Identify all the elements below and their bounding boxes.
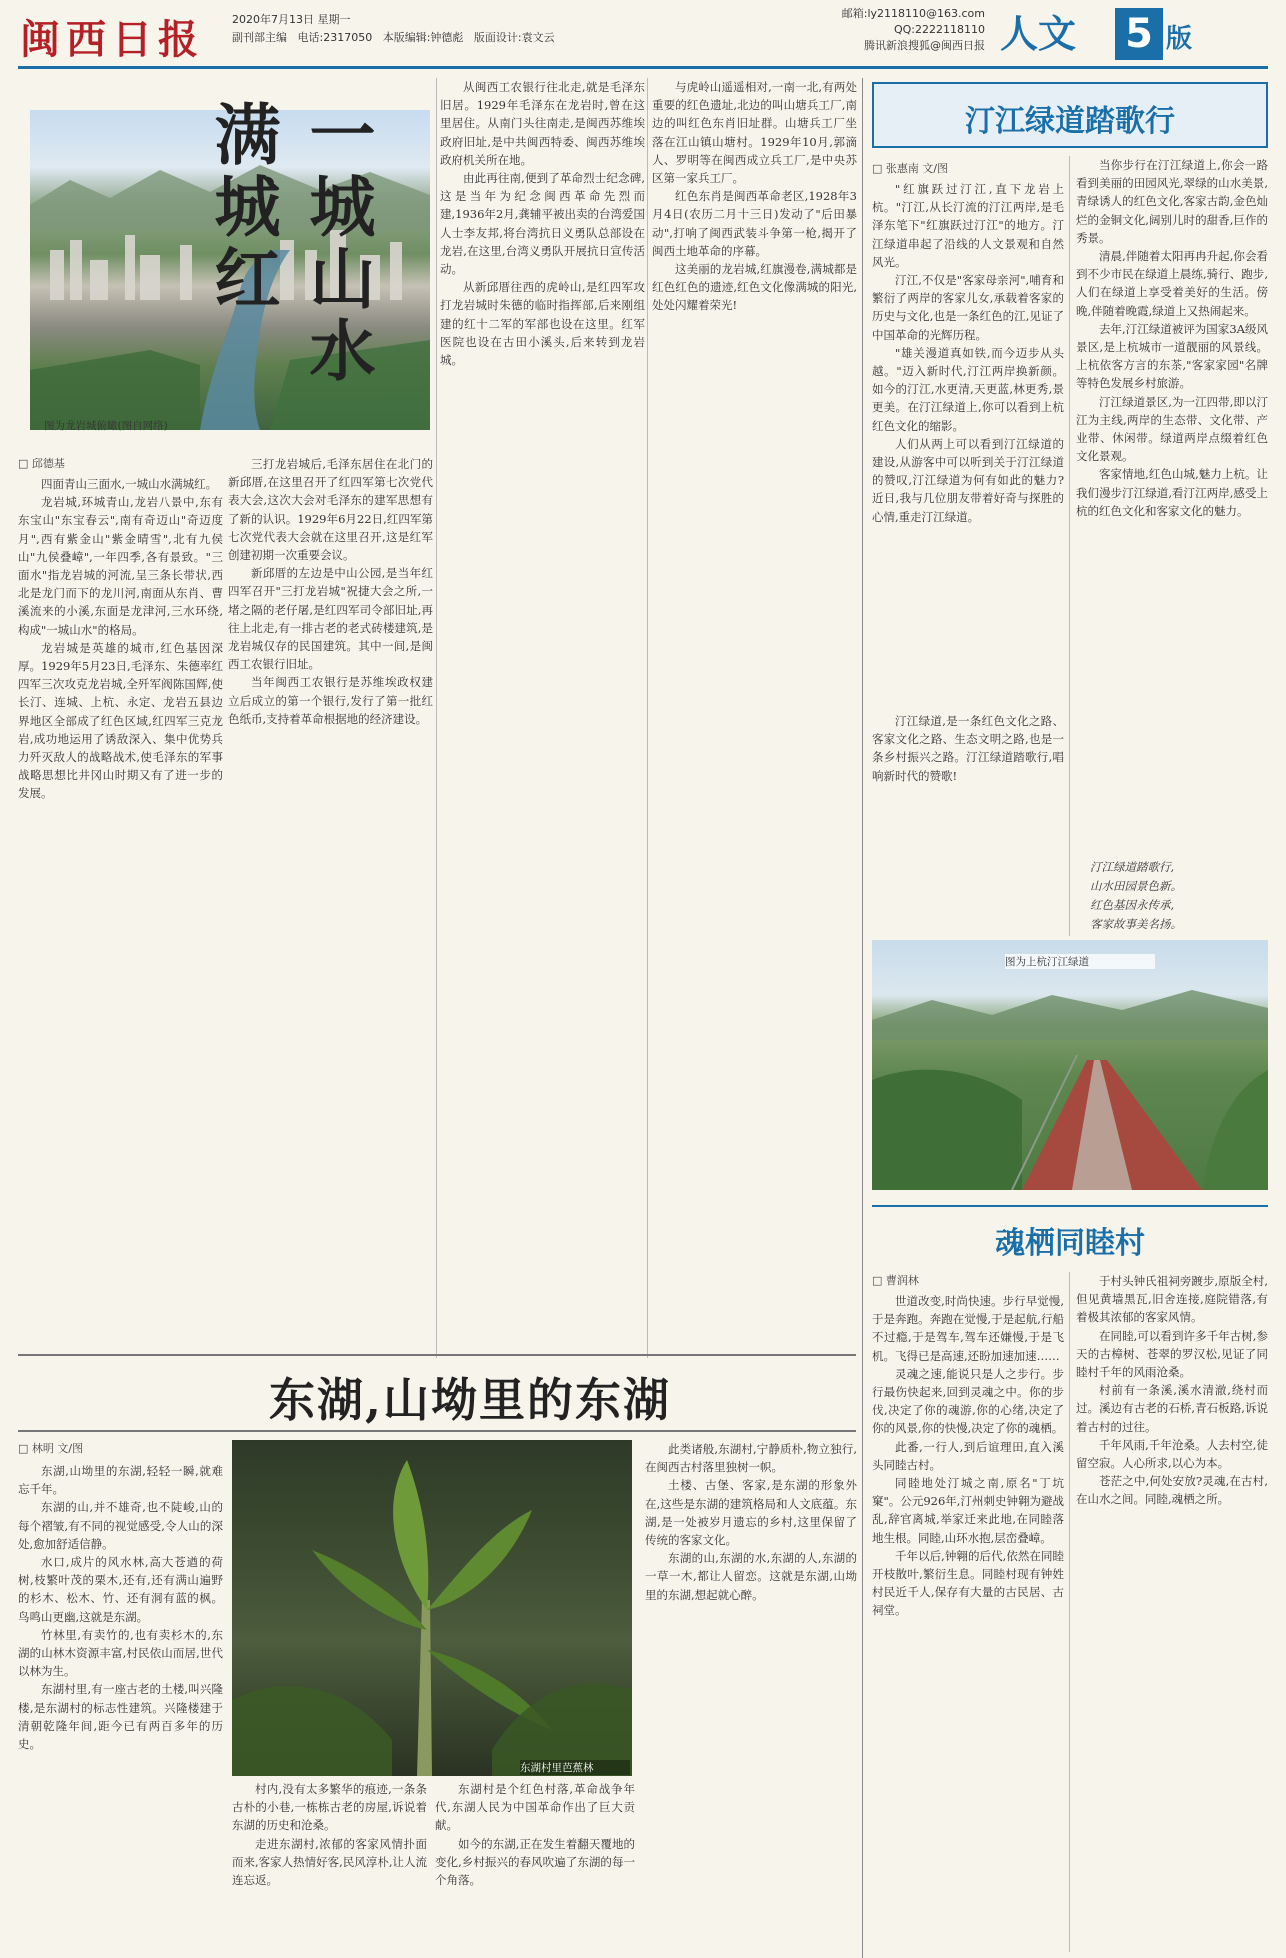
article2-title: 东湖,山坳里的东湖 <box>268 1373 671 1427</box>
article3-para: 客家情地,红色山城,魅力上杭。让我们漫步汀江绿道,看汀江两岸,感受上杭的红色文化和客家文化的魅力。 <box>1076 467 1268 518</box>
article4-para: 苍茫之中,何处安放?灵魂,在古村,在山水之间。同睦,魂栖之所。 <box>1076 1474 1268 1507</box>
page-suffix: 版 <box>1166 24 1193 54</box>
article3-col1b <box>872 712 1064 917</box>
masthead-info-line1 <box>232 12 752 28</box>
article2-para: 东湖,山坳里的东湖,轻轻一瞬,就难忘千年。 <box>18 1464 223 1497</box>
banana-plant-illustration <box>232 1440 632 1776</box>
banana-grove-photo <box>232 1440 632 1776</box>
masthead-rule <box>18 66 1268 69</box>
article3-title: 汀江绿道踏歌行 <box>965 104 1175 139</box>
poem-line: 客家故事美名扬。 <box>1090 917 1182 931</box>
photo-caption-greenway: 图为上杭汀江绿道 <box>1005 954 1155 969</box>
section-name: 人文 <box>1000 11 1077 56</box>
masthead-info-line2 <box>232 30 772 46</box>
article2-para: 走进东湖村,浓郁的客家风情扑面而来,客家人热情好客,民风淳朴,让人流连忘返。 <box>232 1836 427 1888</box>
page-designer: 版面设计:袁文云 <box>473 31 555 44</box>
article2-para: 东湖村里,有一座古老的土楼,叫兴隆楼,是东湖村的标志性建筑。兴隆楼建于清朝乾隆年间,距今已有两百多年的历史。 <box>18 1682 223 1752</box>
article4-title: 魂栖同睦村 <box>995 1226 1145 1261</box>
article3-para: 当你步行在汀江绿道上,你会一路看到美丽的田园风光,翠绿的山水美景,青绿诱人的红色文化,客家古韵,金色灿烂的金铜文化,阔别儿时的甜香,巨作的秀景。 <box>1076 158 1268 245</box>
article1-para: 三打龙岩城后,毛泽东居住在北门的新邱厝,在这里召开了红四军第七次党代表大会,这次大会对毛泽东的建军思想有了新的认识。1929年6月22日,红四军第七次党代表大会就在这里召开,这是红军创建初期一次重要会议。 <box>228 457 433 563</box>
article1-para: 新邱厝的左边是中山公园,是当年红四军召开"三打龙岩城"祝捷大会之所,一堵之隔的老仔屠,是红四军司令部旧址,再往上北走,有一排古老的老式砖楼建筑,是龙岩城仅存的民国建筑。其中一间,是闽西工农银行旧址。 <box>228 566 433 672</box>
article1-para: 与虎岭山遥遥相对,一南一北,有两处重要的红色遗址,北边的叫山塘兵工厂,南边的叫红色东肖旧址群。山塘兵工厂坐落在江山镇山塘村。1929年10月,郭滴人、罗明等在闽西成立兵工厂,是中央苏区第一家兵工厂。 <box>652 80 857 186</box>
article2-col2 <box>232 1780 427 1952</box>
article2-para: 竹林里,有卖竹的,也有卖杉木的,东湖的山林木资源丰富,村民依山而居,世代以林为生。 <box>18 1627 223 1679</box>
article4-para: 同睦地处汀城之南,原名"丁坑窠"。公元926年,汀州刺史钟翱为避战乱,辞官离城,举家迁来此地,在同睦落地生根。同睦,山环水抱,层峦叠嶂。 <box>872 1476 1064 1545</box>
article2-col1 <box>18 1462 223 1952</box>
article1-para: 龙岩城,环城青山,龙岩八景中,东有东宝山"东宝春云",南有奇迈山"奇迈度月",西有紫金山"紫金晴雪",北有九侯山"九侯叠嶂",一年四季,各有景致。"三面水"指龙岩城的河流,呈三条长带状,西北是龙门而下的龙川河,南面从东肖、曹溪流来的小溪,东面是龙津河,三水环绕,构成"一城山水"的格局。 <box>18 495 223 637</box>
article3-para: "雄关漫道真如铁,而今迈步从头越。"迈入新时代,汀江两岸换新颜。如今的汀江,水更清,天更蓝,林更秀,景更美。在汀江绿道上,你可以看到上杭红色文化的缩影。 <box>872 345 1064 433</box>
article4-para: 于村头钟氏祖祠旁踱步,原版全村,但见黄墙黑瓦,旧舍连接,庭院错落,有着极其浓郁的客家风情。 <box>1076 1274 1268 1325</box>
byline-box-icon: □ <box>18 1442 32 1455</box>
editor-dept: 副刊部主编 <box>232 31 287 44</box>
column-divider <box>1069 1272 1070 1952</box>
article2-col3 <box>435 1780 635 1952</box>
article2-para: 东湖村是个红色村落,革命战争年代,东湖人民为中国革命作出了巨大贡献。 <box>435 1782 635 1833</box>
column-divider <box>436 78 437 1358</box>
poem-line: 汀江绿道踏歌行, <box>1090 860 1175 874</box>
article3-para: 汀江,不仅是"客家母亲河",哺育和繁衍了两岸的客家儿女,承载着客家的历史与文化,也是一条红色的江,见证了中国革命的光辉历程。 <box>872 273 1064 342</box>
column-divider <box>862 78 863 1958</box>
article2-byline: □ 林明 文/图 <box>18 1442 84 1455</box>
article1-para: 当年闽西工农银行是苏维埃政权建立后成立的第一个银行,发行了第一批红色纸币,支持着革命根据地的经济建设。 <box>228 675 433 726</box>
article1-col4 <box>652 78 857 1333</box>
greenway-illustration <box>872 940 1268 1190</box>
column-divider <box>647 78 648 1358</box>
greenway-photo <box>872 940 1268 1190</box>
article3-para: 人们从两上可以看到汀江绿道的建设,从游客中可以听到关于汀江绿道的赞叹,汀江绿道为何有如此的魅力?近日,我与几位朋友带着好奇与探胜的心情,重走汀江绿道。 <box>872 436 1064 524</box>
article3-byline: □ 张惠南 文/图 <box>872 162 949 175</box>
poem-line: 红色基因永传承, <box>1090 898 1175 912</box>
article4-para: 在同睦,可以看到许多千年古树,参天的古樟树、苍翠的罗汉松,见证了同睦村千年的风雨沧桑。 <box>1076 1328 1268 1380</box>
article1-col2 <box>228 455 433 1335</box>
article1-col3 <box>440 78 645 1333</box>
article2-para: 土楼、古堡、客家,是东湖的形象外在,这些是东湖的建筑格局和人文底蕴。东湖,是一处被岁月遗忘的乡村,这里保留了传统的客家文化。 <box>645 1478 857 1548</box>
article2-para: 水口,成片的风水林,高大苍遒的荷树,枝繁叶茂的栗木,还有,还有满山遍野的杉木、松木、竹、还有洞有蓝的枫。鸟鸣山更幽,这就是东湖。 <box>18 1555 223 1624</box>
page-number: 5 <box>1115 8 1163 60</box>
column-divider <box>1069 156 1070 936</box>
byline-box-icon: □ <box>872 162 886 175</box>
newspaper-logo: 闽西日报 <box>20 16 204 63</box>
article1-col1 <box>18 475 223 1335</box>
article4-para: 此番,一行人,到后谊理田,直入溪头同睦古村。 <box>872 1439 1064 1472</box>
contact-qq: QQ:2222118110 <box>893 23 985 36</box>
editor-phone: 电话:2317050 <box>297 31 373 44</box>
article1-para: 这美丽的龙岩城,红旗漫卷,满城都是红色红色的遗迹,红色文化像满城的阳光,处处闪耀着荣光! <box>652 262 857 313</box>
article3-para: 汀江绿道,是一条红色文化之路、客家文化之路、生态文明之路,也是一条乡村振兴之路。汀江绿道踏歌行,唱响新时代的赞歌! <box>872 714 1064 783</box>
article4-byline: □ 曹润林 <box>872 1274 919 1287</box>
article3-para: 清晨,伴随着太阳再冉升起,你会看到不少市民在绿道上晨练,骑行、跑步,人们在绿道上享受着美好的生活。傍晚,伴随着晚霞,绿道上又热闹起来。 <box>1076 249 1268 318</box>
article2-para: 如今的东湖,正在发生着翻天覆地的变化,乡村振兴的春风吹遍了东湖的每一个角落。 <box>435 1836 635 1888</box>
photo-caption-banana: 东湖村里芭蕉林 <box>520 1760 630 1775</box>
article3-col2 <box>1076 156 1268 856</box>
article1-para: 龙岩城是英雄的城市,红色基因深厚。1929年5月23日,毛泽东、朱德率红四军三次攻克龙岩城,全歼军阀陈国辉,使长汀、连城、上杭、永定、龙岩五县边界地区全部成了红色区域,红四军三克龙岩,成功地运用了诱敌深入、集中优势兵力歼灭敌人的战略战术,使毛泽东的军事战略思想比井冈山时期又有了进一步的发展。 <box>18 640 223 801</box>
contact-weibo: 腾讯新浪搜狐@闽西日报 <box>864 39 985 52</box>
article1-para: 从新邱厝往西的虎岭山,是红四军攻打龙岩城时朱德的临时指挥部,后来刚组建的红十二军的军部也设在这里。红军医院也设在古田小溪头,后来转到龙岩城。 <box>440 280 645 368</box>
article2-col4 <box>645 1440 857 1952</box>
page-editor: 本版编辑:钟德彪 <box>382 31 464 44</box>
article4-para: 世道改变,时尚快速。步行早觉慢,于是奔跑。奔跑在觉慢,于是起航,行船不过瘾,于是驾车,驾车还嫌慢,于是飞机。飞得已是高速,还盼加速加速…… <box>872 1294 1064 1363</box>
article3-para: 去年,汀江绿道被评为国家3A级风景区,是上杭城市一道靓丽的风景线。上杭依客方言的东茶,"客家家园"名牌等特色发展乡村旅游。 <box>1076 321 1268 391</box>
article1-title: 一城山水满城红 <box>203 100 376 388</box>
article1-byline: □ 邱德基 <box>18 457 65 470</box>
article1-para: 从闽西工农银行往北走,就是毛泽东旧居。1929年毛泽东在龙岩时,曾在这里居住。从南门头往南走,是闽西苏维埃政府旧址,是中共闽西特委、闽西苏维埃政府机关所在地。 <box>440 80 645 167</box>
article4-para: 村前有一条溪,溪水清澈,绕村而过。溪边有古老的石桥,青石板路,诉说着古村的过往。 <box>1076 1383 1268 1434</box>
byline-box-icon: □ <box>872 1274 886 1287</box>
article3-para: "红旗跃过汀江,直下龙岩上杭。"汀江,从长汀流的汀江两岸,是毛泽东笔下"红旗跃过汀江"的地方。汀江绿道串起了沿线的人文景观和自然风光。 <box>872 182 1064 269</box>
article4-heading-rule <box>872 1205 1268 1207</box>
poem-line: 山水田园景色新。 <box>1090 879 1182 893</box>
article1-para: 由此再往南,便到了革命烈士纪念碑,这是当年为纪念闽西革命先烈而建,1936年2月,龚辅平被出卖的台湾爱国人士李友邦,将台湾抗日义勇队总部设在龙岩,在这里,台湾义勇队开展抗日宣传活动。 <box>440 171 645 277</box>
article4-para: 千年以后,钟翱的后代,依然在同睦开枝散叶,繁衍生息。同睦村现有钟姓村民近千人,保存有大量的古民居、古祠堂。 <box>872 1548 1064 1618</box>
article4-para: 千年风雨,千年沧桑。人去村空,徒留空寂。人心所求,以心为本。 <box>1076 1437 1268 1471</box>
article4-col1 <box>872 1292 1064 1952</box>
article2-para: 东湖的山,东湖的水,东湖的人,东湖的一草一木,都让人留恋。这就是东湖,山坳里的东湖,想起就心醉。 <box>645 1551 857 1602</box>
article2-para: 东湖的山,并不雄奇,也不陡峻,山的每个褶皱,有不同的视觉感受,令人山的深处,愈加舒适信静。 <box>18 1500 223 1551</box>
article4-col2 <box>1076 1272 1268 1952</box>
article1-para: 红色东肖是闽西革命老区,1928年3月4日(农历二月十三日)发动了"后田暴动",打响了闽西武装斗争第一枪,揭开了闽西土地革命的序幕。 <box>652 189 857 258</box>
article1-para: 四面青山三面水,一城山水满城红。 <box>41 477 218 491</box>
article3-poem <box>1090 858 1260 938</box>
article3-para: 汀江绿道景区,为一江四带,即以汀江为主线,两岸的生态带、文化带、产业带、休闲带。绿道两岸点缀着红色文化景观。 <box>1076 394 1268 464</box>
article2-para: 村内,没有太多繁华的痕迹,一条条古朴的小巷,一栋栋古老的房屋,诉说着东湖的历史和沧桑。 <box>232 1782 427 1833</box>
byline-box-icon: □ <box>18 457 32 470</box>
article3-col1 <box>872 180 1064 710</box>
issue-date: 2020年7月13日 星期一 <box>232 13 351 26</box>
photo-caption-city: 图为龙岩城俯瞰(图自网络) <box>44 420 168 432</box>
article4-para: 灵魂之速,能说只是人之步行。步行最伤快起来,回到灵魂之中。你的步伐,决定了你的魂游,你的心绪,决定了你的风景,你的快慢,决定了你的魂栖。 <box>872 1366 1064 1436</box>
article2-para: 此类诸般,东湖村,宁静质朴,物立独行,在闽西古村落里独树一帜。 <box>645 1442 857 1475</box>
contact-email: 邮箱:ly2118110@163.com <box>841 7 985 20</box>
